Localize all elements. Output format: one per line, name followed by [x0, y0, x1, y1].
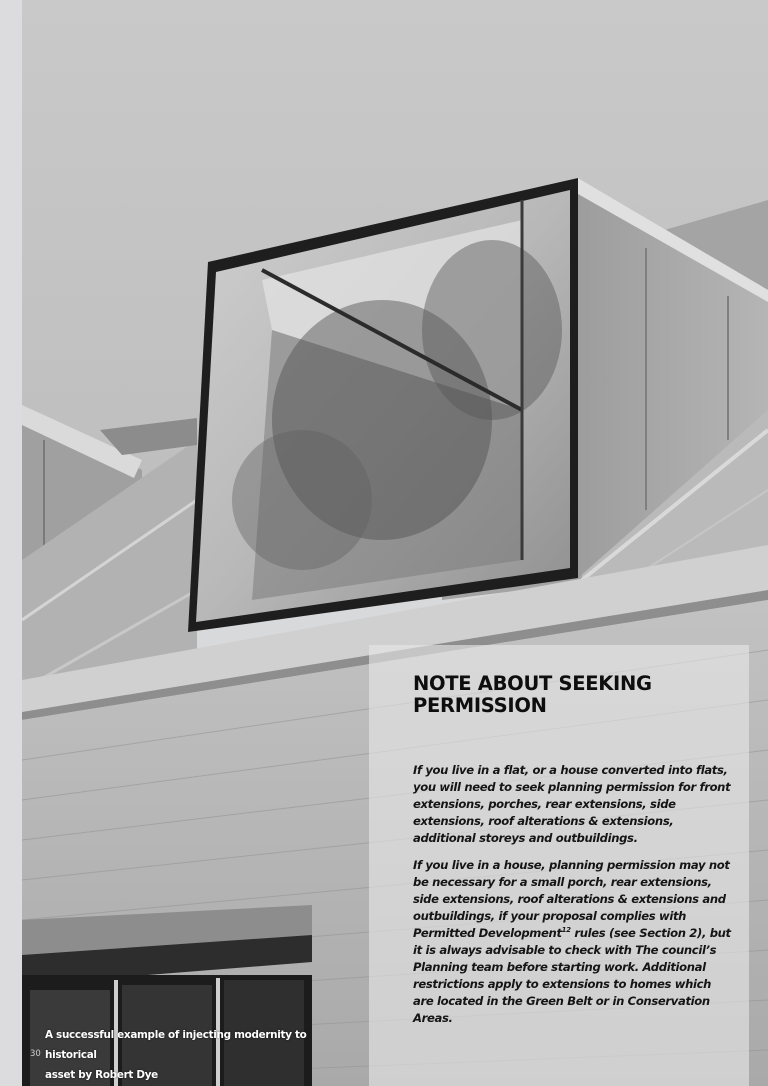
photo-caption — [45, 1025, 335, 1085]
note-paragraph-2-start: If you live in a house, planning permission may not be necessary for a small porch, rear extensions, side extensions, roof alterations & extensions and outbuildings, if your proposal complies with Permitted Development — [413, 858, 730, 940]
page-number: 30 — [30, 1049, 41, 1059]
left-margin-strip — [0, 0, 22, 1086]
caption-line-1: A successful example of injecting modernity to historical — [45, 1029, 307, 1061]
note-heading-line-2: PERMISSION — [413, 694, 547, 717]
caption-line-2: asset by Robert Dye — [45, 1069, 158, 1081]
footnote-reference[interactable]: 12 — [561, 926, 571, 934]
note-paragraph-2-end: rules (see Section 2), but it is always advisable to check with The council’s Planning team before starting work. Additional restrictions apply to extensions to homes which are located in the Green Belt or in Conservation Areas. — [413, 926, 731, 1025]
note-paragraph-2 — [413, 857, 731, 1027]
note-paragraph-1: If you live in a flat, or a house converted into flats, you will need to seek planning permission for front extensions, porches, rear extensions, side extensions, roof alterations & extensions, additional storeys and outbuildings. — [413, 763, 731, 845]
note-heading-line-1: NOTE ABOUT SEEKING — [413, 672, 652, 695]
note-heading — [413, 673, 733, 717]
